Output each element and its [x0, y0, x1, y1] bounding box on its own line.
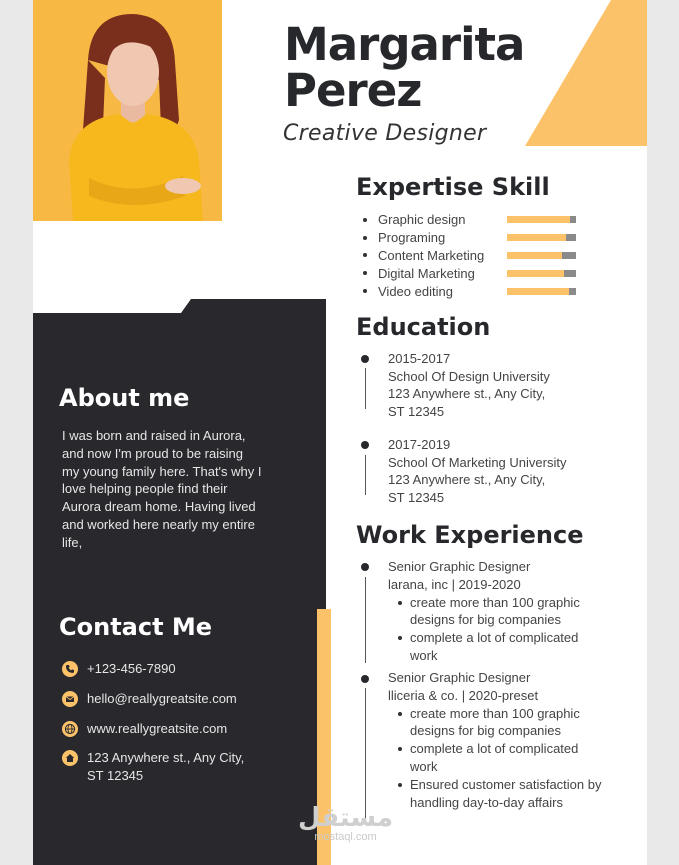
- first-name: Margarita: [284, 18, 525, 71]
- phone-icon: [62, 661, 78, 677]
- address-line-2: ST 12345: [87, 768, 144, 783]
- skill-bar-fill: [507, 288, 569, 295]
- job-entry: [388, 558, 608, 665]
- timeline-line: [365, 688, 366, 820]
- bullet-icon: [363, 218, 367, 222]
- skill-bar-fill: [507, 234, 566, 241]
- skill-bar: [507, 252, 576, 259]
- education-address: 123 Anywhere st., Any City,: [388, 472, 546, 488]
- work-title: Work Experience: [356, 521, 584, 549]
- contact-website: [62, 720, 227, 740]
- email-text: hello@reallygreatsite.com: [87, 691, 237, 706]
- skill-label: Digital Marketing: [378, 265, 475, 281]
- duty-item: complete a lot of complicated work: [410, 629, 608, 665]
- skill-label: Graphic design: [378, 212, 466, 228]
- timeline-line: [365, 368, 366, 409]
- duty-item: create more than 100 graphic designs for big companies: [410, 705, 608, 741]
- contact-phone: [62, 660, 176, 680]
- skill-label: Content Marketing: [378, 247, 485, 263]
- timeline-dot: [361, 675, 369, 683]
- education-school: School Of Design University: [388, 368, 550, 384]
- duty-item: Ensured customer satisfaction by handling day-to-day affairs: [410, 776, 608, 812]
- contact-title: Contact Me: [59, 613, 213, 641]
- skill-item: [363, 211, 583, 229]
- timeline-dot: [361, 563, 369, 571]
- education-years: 2015-2017: [388, 351, 451, 366]
- education-years: 2017-2019: [388, 437, 451, 452]
- skill-bar-fill: [507, 216, 570, 223]
- contact-address: [62, 749, 244, 789]
- duty-item: complete a lot of complicated work: [410, 740, 608, 776]
- person-illustration: [33, 0, 222, 221]
- job-duties: [388, 594, 608, 665]
- watermark-latin: mostaql.com: [314, 831, 377, 843]
- skill-bar-fill: [507, 252, 562, 259]
- job-role: Creative Designer: [283, 121, 487, 146]
- skill-label: Programing: [378, 230, 446, 246]
- globe-icon: [62, 721, 78, 737]
- skill-item: [363, 229, 583, 247]
- about-text: I was born and raised in Aurora, and now I'm proud to be raising my young family here. That's why I love helping people find their Aurora dream home. Having lived and worked here nearly my entire life,: [62, 428, 262, 550]
- profile-photo: [33, 0, 222, 221]
- contact-email: [62, 690, 237, 710]
- phone-text: +123-456-7890: [87, 661, 176, 676]
- skill-bar: [507, 288, 576, 295]
- job-company: larana, inc | 2019-2020: [388, 576, 521, 592]
- job-position: Senior Graphic Designer: [388, 559, 531, 574]
- watermark: [298, 803, 393, 843]
- duty-item: create more than 100 graphic designs for big companies: [410, 594, 608, 630]
- skills-title: Expertise Skill: [356, 173, 550, 201]
- education-title: Education: [356, 313, 491, 341]
- home-icon: [62, 750, 78, 766]
- education-school: School Of Marketing University: [388, 454, 567, 470]
- job-company: lliceria & co. | 2020-preset: [388, 687, 539, 703]
- education-entry: [388, 350, 550, 421]
- email-icon: [62, 691, 78, 707]
- skill-bar: [507, 270, 576, 277]
- job-duties: [388, 705, 608, 812]
- timeline-line: [365, 455, 366, 495]
- bullet-icon: [363, 236, 367, 240]
- skill-label: Video editing: [378, 283, 453, 299]
- skill-item: [363, 264, 583, 282]
- skill-item: [363, 282, 583, 300]
- skill-bar: [507, 234, 576, 241]
- candidate-name: [284, 18, 525, 117]
- bullet-icon: [363, 253, 367, 257]
- timeline-dot: [361, 355, 369, 363]
- bullet-icon: [363, 271, 367, 275]
- education-address: ST 12345: [388, 490, 445, 506]
- website-text: www.reallygreatsite.com: [87, 721, 228, 736]
- bullet-icon: [363, 289, 367, 293]
- resume-page: [33, 0, 647, 865]
- skill-bar: [507, 216, 576, 223]
- timeline-line: [365, 577, 366, 663]
- skill-item: [363, 247, 583, 265]
- education-address: 123 Anywhere st., Any City,: [388, 386, 546, 402]
- skills-list: [363, 211, 583, 300]
- watermark-arabic: مستقل: [298, 802, 394, 832]
- education-address: ST 12345: [388, 404, 445, 420]
- skill-bar-fill: [507, 270, 564, 277]
- about-title: About me: [59, 384, 190, 412]
- last-name: Perez: [284, 64, 422, 117]
- job-entry: [388, 669, 608, 811]
- address-line-1: 123 Anywhere st., Any City,: [87, 750, 245, 765]
- accent-shape: [525, 0, 647, 146]
- education-entry: [388, 436, 566, 507]
- timeline-dot: [361, 441, 369, 449]
- job-position: Senior Graphic Designer: [388, 670, 531, 685]
